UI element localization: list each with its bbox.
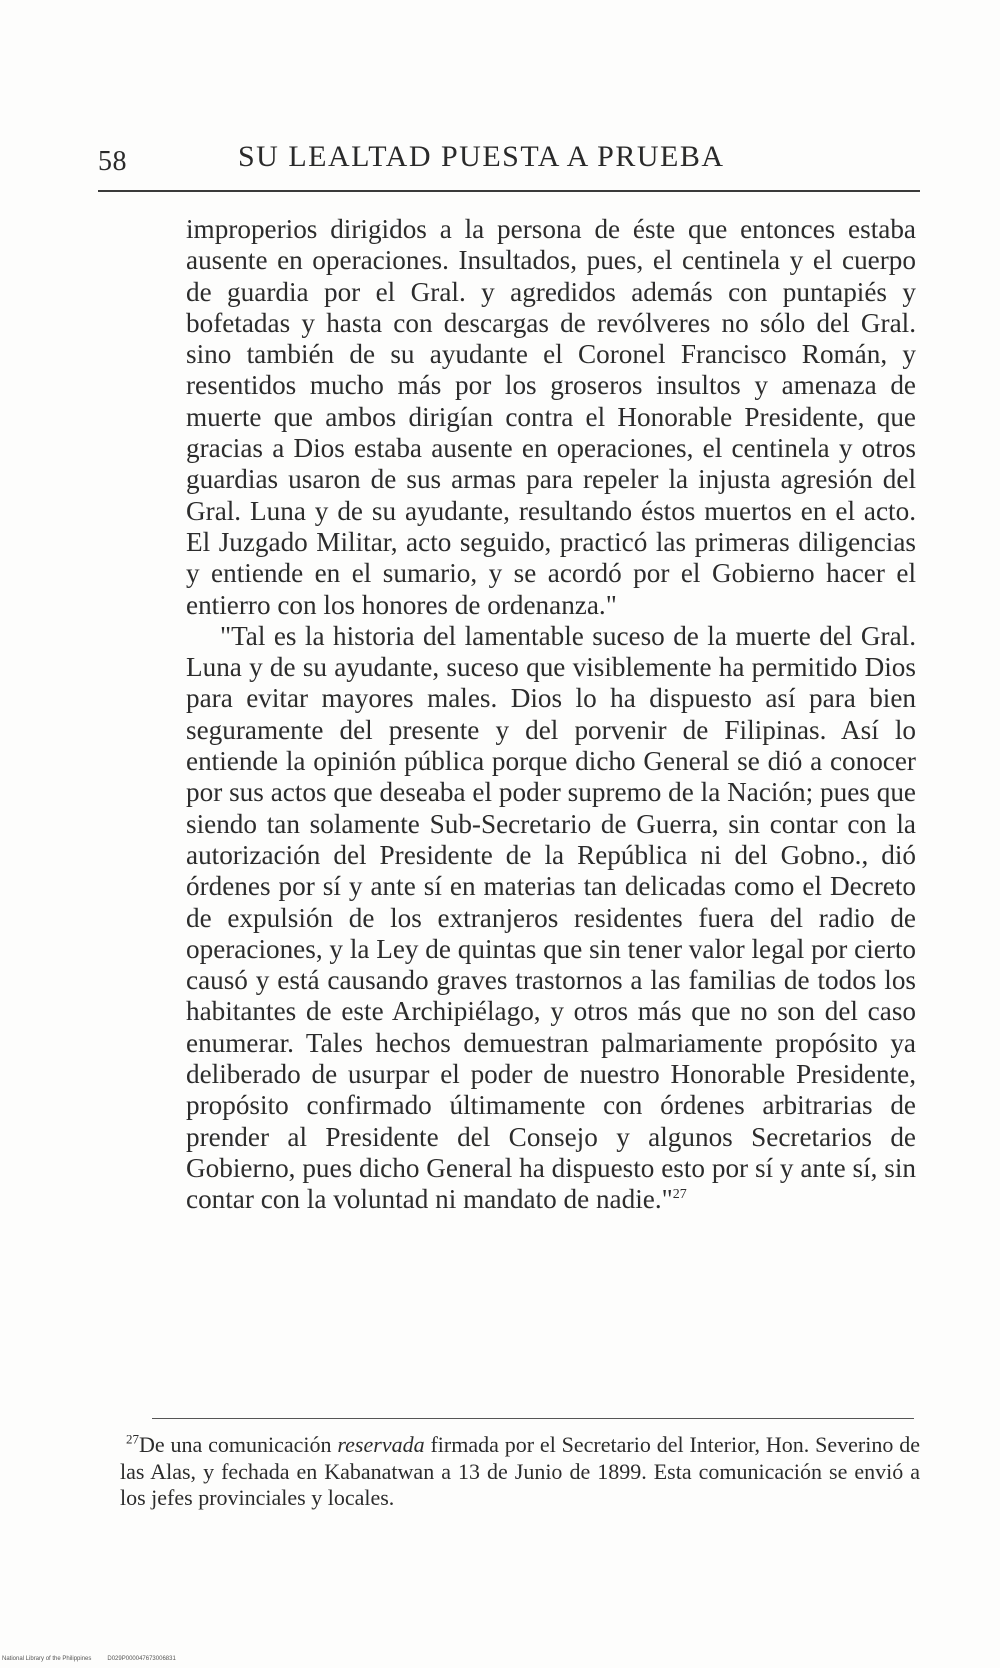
library-code: D029P000047673006831 [107,1656,176,1662]
running-title: SU LEALTAD PUESTA A PRUEBA [238,140,725,173]
library-institution: National Library of the Philippines [2,1656,92,1662]
page-header [98,136,920,184]
paragraph-text: improperios dirigidos a la persona de éste que entonces estaba ausente en operaciones. Insultados, pues, el centinela y el cuerpo de guardia por el Gral. y agredidos además con puntapiés y bofetadas y hasta con descargas de revólveres no sólo del Gral. sino también de su ayudante el Coronel Francisco Román, y resentidos mucho más por los groseros insultos y amenaza de muerte que ambos dirigían contra el Honorable Presidente, que gracias a Dios estaba ausente en operaciones, el centinela y otros guardias usaron de sus armas para repeler la injusta agresión del Gral. Luna y de su ayudante, resultando éstos muertos en el acto. El Juzgado Militar, acto seguido, practicó las primeras diligencias y entiende en el sumario, y se acordó por el Gobierno hacer el entierro con los honores de ordenanza." [186,214,916,620]
footnote-text-start: De una comunicación [139,1432,338,1457]
footnote-text [120,1432,920,1512]
paragraph [186,214,916,621]
footnote-rule [152,1418,914,1419]
footnote-reference: 27 [672,1187,687,1203]
header-rule [98,190,920,192]
paragraph [186,621,916,1216]
paragraph-text: "Tal es la historia del lamentable suceso de la muerte del Gral. Luna y de su ayudante, suceso que visiblemente ha permitido Dios para evitar mayores males. Dios lo ha dispuesto así para bien seguramente del presente y del porvenir de Filipinas. Así lo entiende la opinión pública porque dicho General se dió a conocer por sus actos que deseaba el poder supremo de la Nación; pues que siendo tan solamente Sub-Secretario de Guerra, sin contar con la autorización del Presidente de la República ni del Gobno., dió órdenes por sí y ante sí en materias tan delicadas como el Decreto de expulsión de los extranjeros residentes fuera del radio de operaciones, y la Ley de quintas que sin tener valor legal por cierto causó y está causando graves trastornos a las familias de todos los habitantes de este Archipiélago, y otros más que no son del caso enumerar. Tales hechos demuestran palmariamente propósito ya deliberado de usurpar el poder de nuestro Honorable Presidente, propósito confirmado últimamente con órdenes arbitrarias de prender al Presidente del Consejo y algunos Secretarios de Gobierno, pues dicho General ha dispuesto esto por sí y ante sí, sin contar con la voluntad ni mandato de nadie." [186,620,917,1215]
footnote [120,1432,920,1512]
footnote-italic-word: reservada [337,1432,425,1457]
footnote-text-end: firmada por el Secretario del Interior, Hon. Severino de las Alas, y fechada en Kabanatwan a 13 de Junio de 1899. Esta comunicación se envió a los jefes provinciales y locales. [120,1432,920,1510]
library-credit [2,1656,176,1662]
page-number: 58 [98,146,127,177]
main-text [186,214,916,1216]
footnote-number: 27 [126,1431,139,1447]
